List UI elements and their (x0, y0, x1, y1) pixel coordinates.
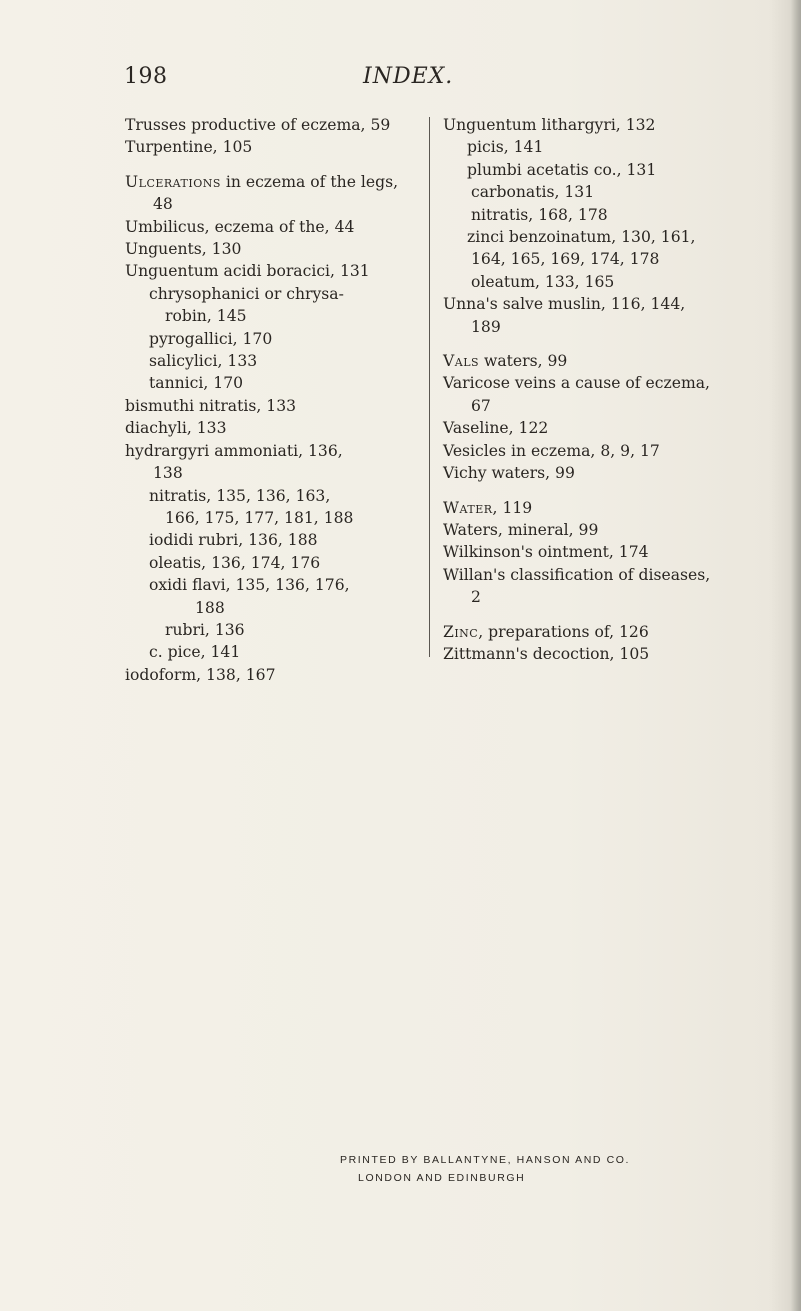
page-number: 198 (124, 64, 168, 89)
index-column-left (123, 114, 428, 686)
index-entry: tannici, 170 (149, 374, 244, 393)
entry-rest: in eczema of the legs, (220, 172, 399, 191)
index-entry: carbonatis, 131 (471, 183, 595, 202)
imprint-line-printer: PRINTED BY BALLANTYNE, HANSON AND CO. (340, 1154, 631, 1166)
index-entry: 48 (153, 195, 173, 214)
index-entry: Trusses productive of eczema, 59 (125, 116, 391, 134)
index-entry: oleatis, 136, 174, 176 (149, 553, 321, 572)
index-entry: nitratis, 135, 136, 163, (149, 486, 331, 505)
index-entry: 138 (153, 464, 183, 483)
page-edge-shadow (791, 0, 801, 1311)
index-entry: picis, 141 (467, 138, 544, 157)
index-entry: c. pice, 141 (149, 643, 241, 662)
index-entry: zinci benzoinatum, 130, 161, (467, 228, 696, 247)
index-entry: Zittmann's decoction, 105 (443, 644, 650, 663)
index-entry: 67 (471, 396, 491, 415)
index-entry: 2 (471, 588, 481, 607)
index-entry: rubri, 136 (165, 620, 245, 639)
index-entry: Vichy waters, 99 (443, 464, 575, 483)
index-entry: 166, 175, 177, 181, 188 (165, 508, 354, 527)
index-entry: Wilkinson's ointment, 174 (443, 543, 649, 562)
entry-headword: Zinc (443, 622, 479, 641)
column-divider (429, 117, 430, 657)
index-entry: Willan's classification of diseases, (443, 565, 711, 584)
entry-headword: Ulcerations (125, 172, 221, 191)
index-entry: plumbi acetatis co., 131 (467, 160, 657, 179)
index-entry: Unguents, 130 (125, 240, 242, 259)
index-entry: salicylici, 133 (149, 352, 258, 371)
index-entry: diachyli, 133 (125, 419, 227, 438)
index-entry: nitratis, 168, 178 (471, 205, 608, 224)
entry-headword: Vals (443, 352, 480, 371)
index-entry: iodoform, 138, 167 (125, 665, 276, 684)
index-entry (441, 497, 771, 519)
index-entry: Unguentum lithargyri, 132 (443, 116, 656, 134)
entry-rest: waters, 99 (479, 352, 568, 371)
index-entry: bismuthi nitratis, 133 (125, 396, 297, 415)
index-entry (441, 621, 771, 643)
running-title: INDEX. (363, 64, 454, 89)
index-entry: Varicose veins a cause of eczema, (443, 374, 710, 393)
entry-rest: , 119 (492, 498, 533, 517)
index-entry: Unna's salve muslin, 116, 144, (443, 295, 686, 314)
imprint-line-location: LONDON AND EDINBURGH (358, 1172, 526, 1184)
index-entry: 189 (471, 317, 501, 336)
index-entry: 164, 165, 169, 174, 178 (471, 250, 660, 269)
index-entry: robin, 145 (165, 307, 247, 326)
index-entry: Vesicles in eczema, 8, 9, 17 (443, 441, 660, 460)
index-entry: oleatum, 133, 165 (471, 272, 615, 291)
index-entry: 188 (195, 598, 225, 617)
index-entry: hydrargyri ammoniati, 136, (125, 441, 343, 460)
index-entry: pyrogallici, 170 (149, 329, 273, 348)
index-entry: chrysophanici or chrysa- (149, 284, 344, 303)
index-entry: Unguentum acidi boracici, 131 (125, 262, 370, 281)
index-entry: iodidi rubri, 136, 188 (149, 531, 318, 550)
index-entry (441, 350, 771, 372)
entry-rest: , preparations of, 126 (478, 622, 649, 641)
index-entry: Waters, mineral, 99 (443, 520, 599, 539)
entry-headword: Water (443, 498, 493, 517)
index-column-right (441, 114, 771, 665)
index-entry: oxidi flavi, 135, 136, 176, (149, 576, 350, 595)
index-entry (123, 171, 428, 193)
index-entry: Umbilicus, eczema of the, 44 (125, 217, 355, 236)
page-header (0, 64, 801, 104)
index-entry: Turpentine, 105 (125, 138, 253, 157)
index-entry: Vaseline, 122 (443, 419, 549, 438)
